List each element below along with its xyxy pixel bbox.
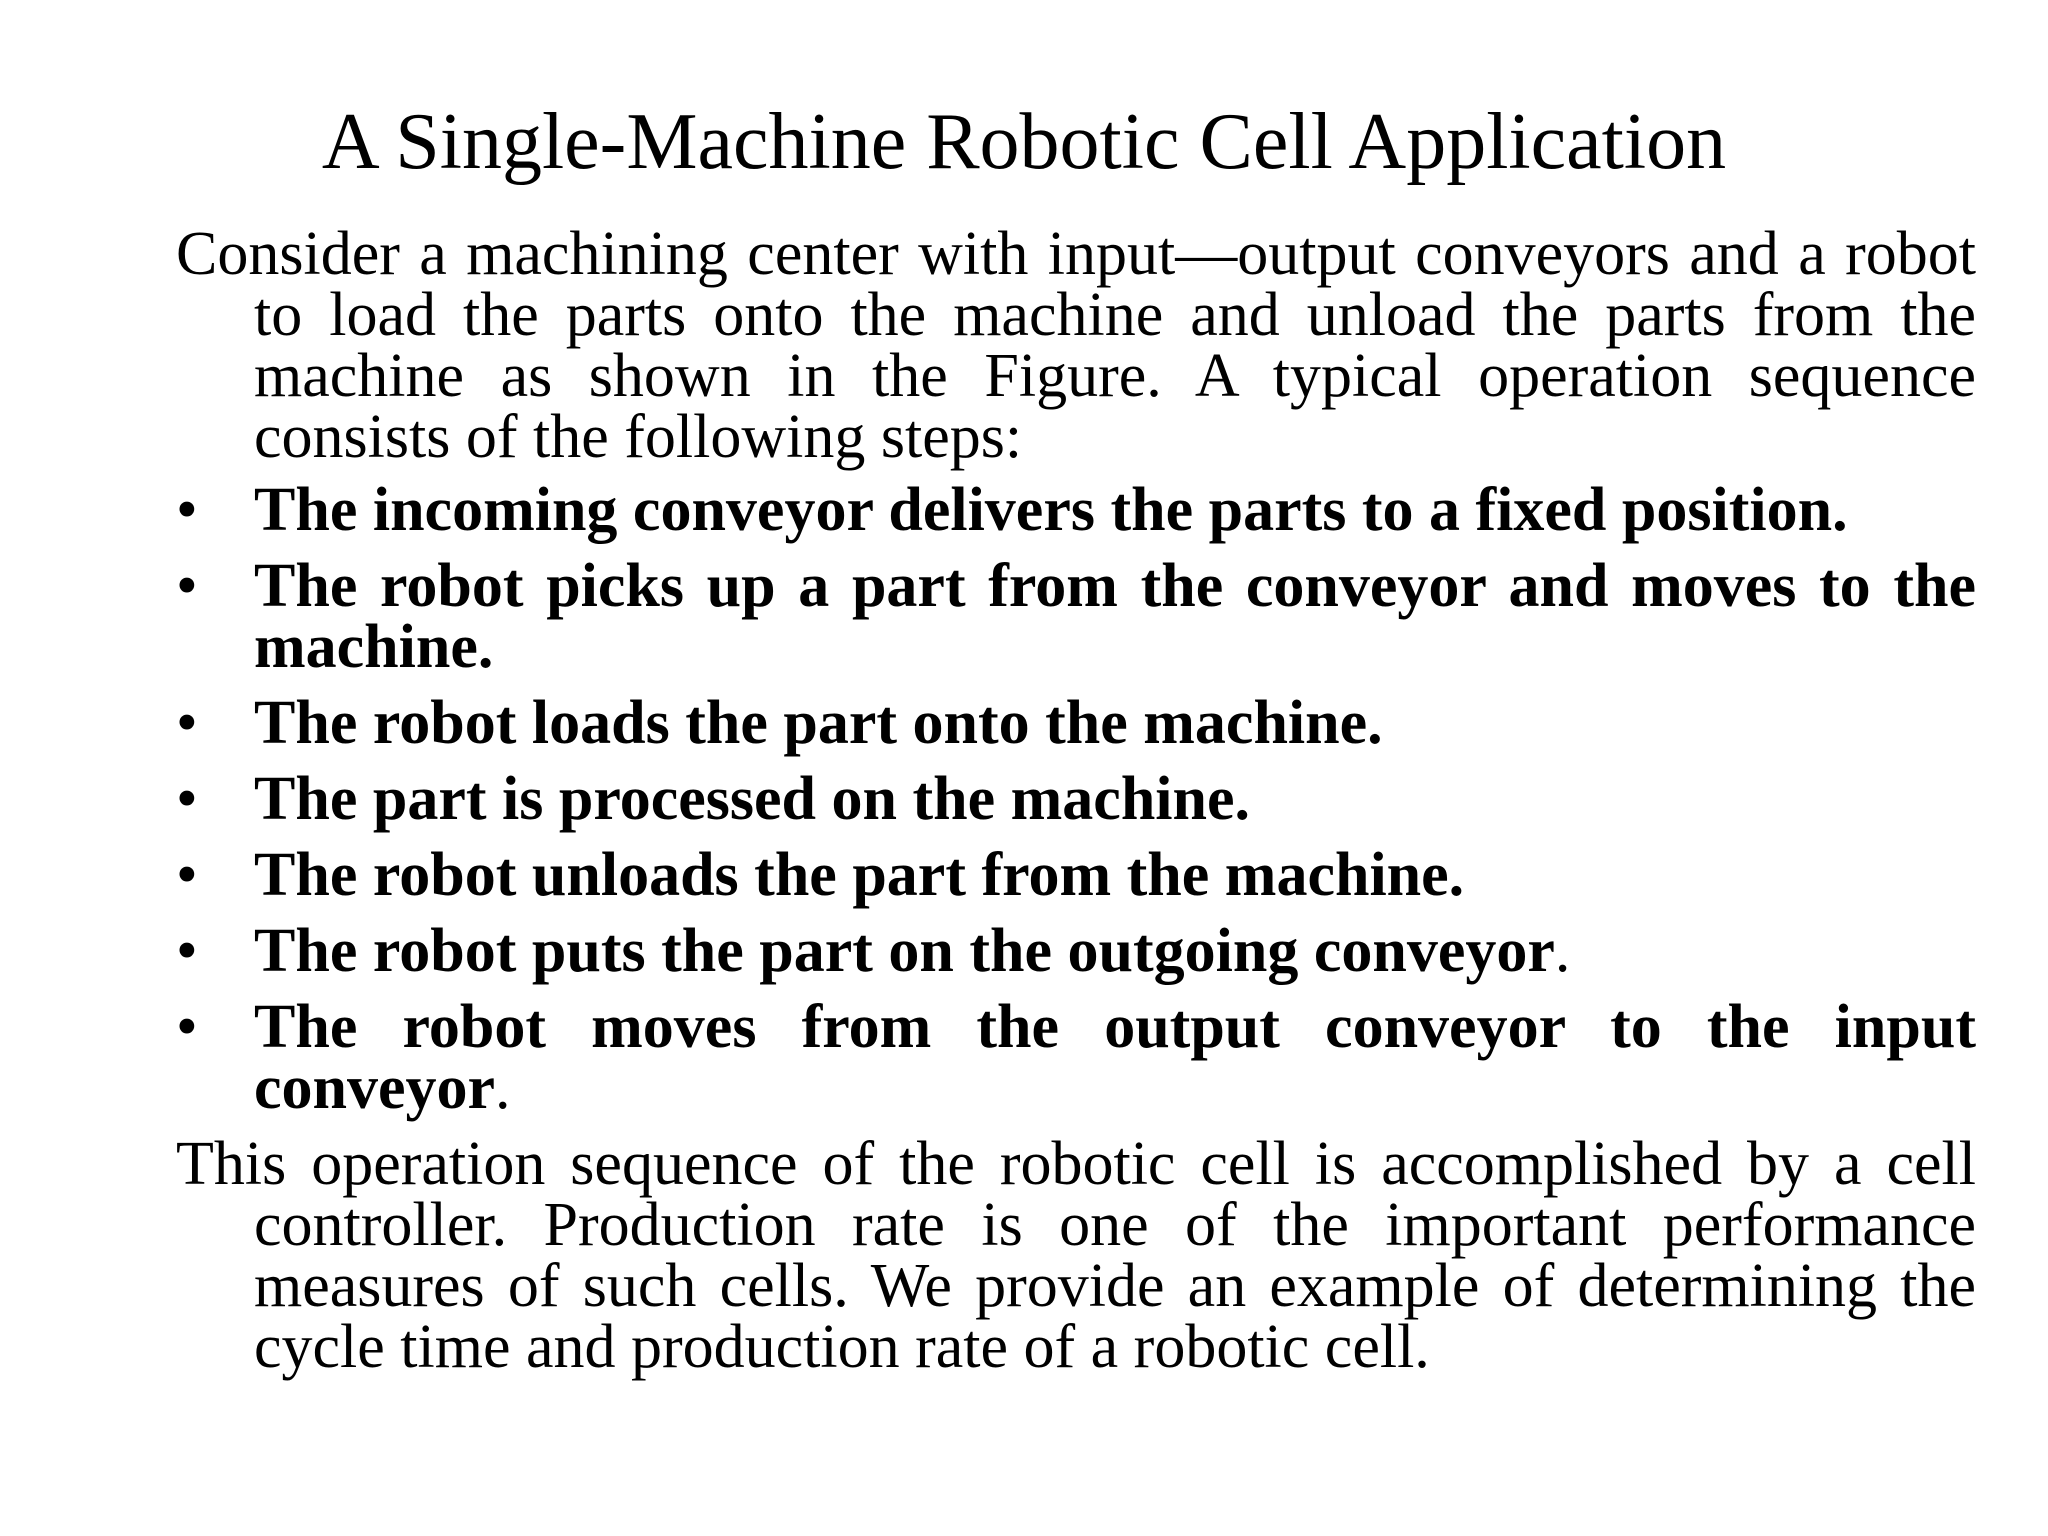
operation-steps-list	[176, 476, 1976, 1122]
step-text: The incoming conveyor delivers the parts to a fixed position.	[254, 476, 1848, 544]
bullet-icon: •	[176, 993, 198, 1061]
step-trail: .	[495, 1054, 511, 1122]
bullet-icon: •	[176, 689, 198, 757]
bullet-icon: •	[176, 917, 198, 985]
step-item	[176, 765, 1976, 833]
step-item	[176, 841, 1976, 909]
step-text: The robot moves from the output conveyor to the input conveyor	[254, 993, 1976, 1122]
step-item	[176, 689, 1976, 757]
bullet-icon: •	[176, 552, 198, 620]
step-text: The part is processed on the machine.	[254, 765, 1251, 833]
step-text: The robot unloads the part from the machine.	[254, 841, 1465, 909]
step-text: The robot picks up a part from the conveyor and moves to the machine.	[254, 552, 1976, 681]
slide-content	[176, 220, 1976, 1381]
step-item	[176, 476, 1976, 544]
intro-paragraph: Consider a machining center with input—output conveyors and a robot to load the parts onto the machine and unload the parts from the machine as shown in the Figure. A typical operation sequence consists of the following steps:	[176, 220, 1976, 471]
step-item	[176, 993, 1976, 1122]
slide-title: A Single-Machine Robotic Cell Application	[321, 98, 1727, 186]
step-trail: .	[1554, 917, 1571, 985]
step-item	[176, 552, 1976, 681]
closing-paragraph: This operation sequence of the robotic cell is accomplished by a cell controller. Production rate is one of the important performance measures of such cells. We provide an example of determining the cycle time and production rate of a robotic cell.	[176, 1130, 1976, 1381]
bullet-icon: •	[176, 476, 198, 544]
step-item	[176, 917, 1976, 985]
step-text: The robot puts the part on the outgoing conveyor	[254, 917, 1555, 985]
step-text: The robot loads the part onto the machine.	[254, 689, 1383, 757]
bullet-icon: •	[176, 765, 198, 833]
bullet-icon: •	[176, 841, 198, 909]
